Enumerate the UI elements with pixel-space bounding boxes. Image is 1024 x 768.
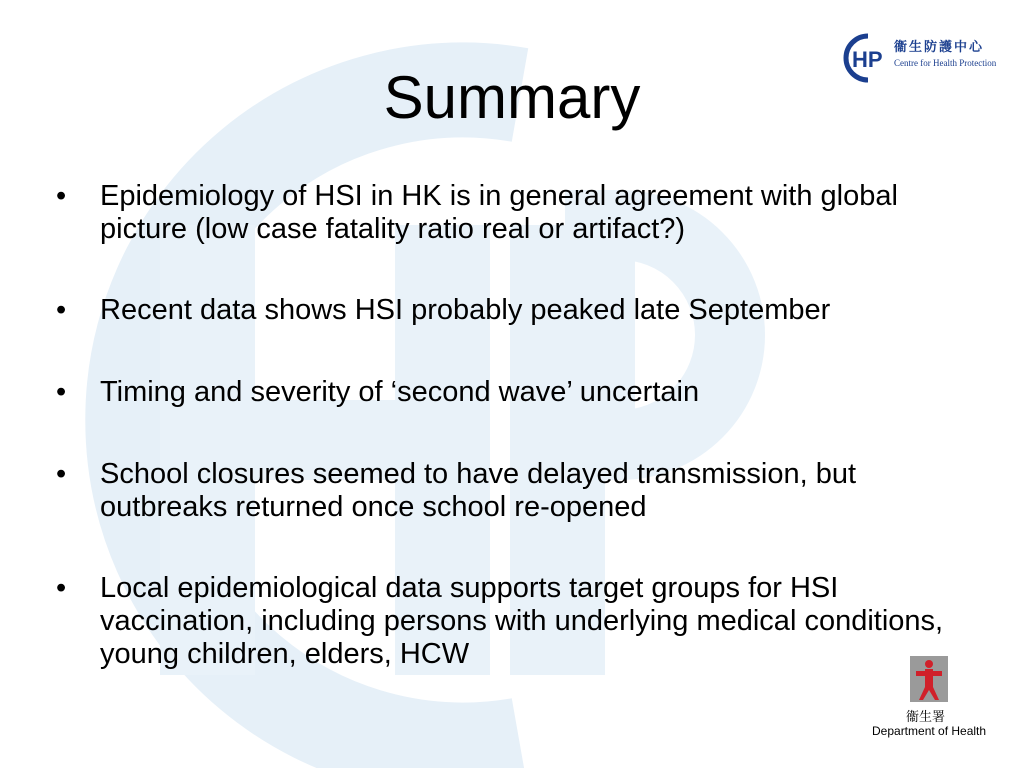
bullet-text: Timing and severity of ‘second wave’ uncertain xyxy=(100,376,700,408)
bullet-item xyxy=(56,180,976,246)
bullet-marker: • xyxy=(56,180,67,212)
chp-logo-mark-text: HP xyxy=(852,47,883,72)
bullet-item xyxy=(56,294,976,327)
doh-logo-mark-icon xyxy=(866,654,996,704)
bullet-item xyxy=(56,376,976,409)
bullet-text: School closures seemed to have delayed transmission, but outbreaks returned once school re-opened xyxy=(100,458,857,523)
chp-name-zh: 衞生防護中心 xyxy=(894,39,985,54)
chp-name-en: Centre for Health Protection xyxy=(894,58,997,68)
doh-name-en: Department of Health xyxy=(872,724,987,738)
bullet-text: Local epidemiological data supports target groups for HSI vaccination, including persons with underlying medical conditions, young children, elders, HCW xyxy=(100,572,944,670)
bullet-text: Epidemiology of HSI in HK is in general agreement with global picture (low case fatality ratio real or artifact?) xyxy=(100,180,898,245)
bullet-item xyxy=(56,572,976,671)
bullet-item xyxy=(56,458,976,524)
bullet-marker: • xyxy=(56,294,67,326)
doh-logo xyxy=(866,654,996,744)
doh-name-zh: 衞生署 xyxy=(906,709,946,724)
bullet-text: Recent data shows HSI probably peaked late September xyxy=(100,294,831,326)
bullet-marker: • xyxy=(56,458,67,490)
slide-title: Summary xyxy=(383,64,641,131)
bullet-list xyxy=(56,180,976,719)
bullet-marker: • xyxy=(56,572,67,604)
bullet-marker: • xyxy=(56,376,67,408)
